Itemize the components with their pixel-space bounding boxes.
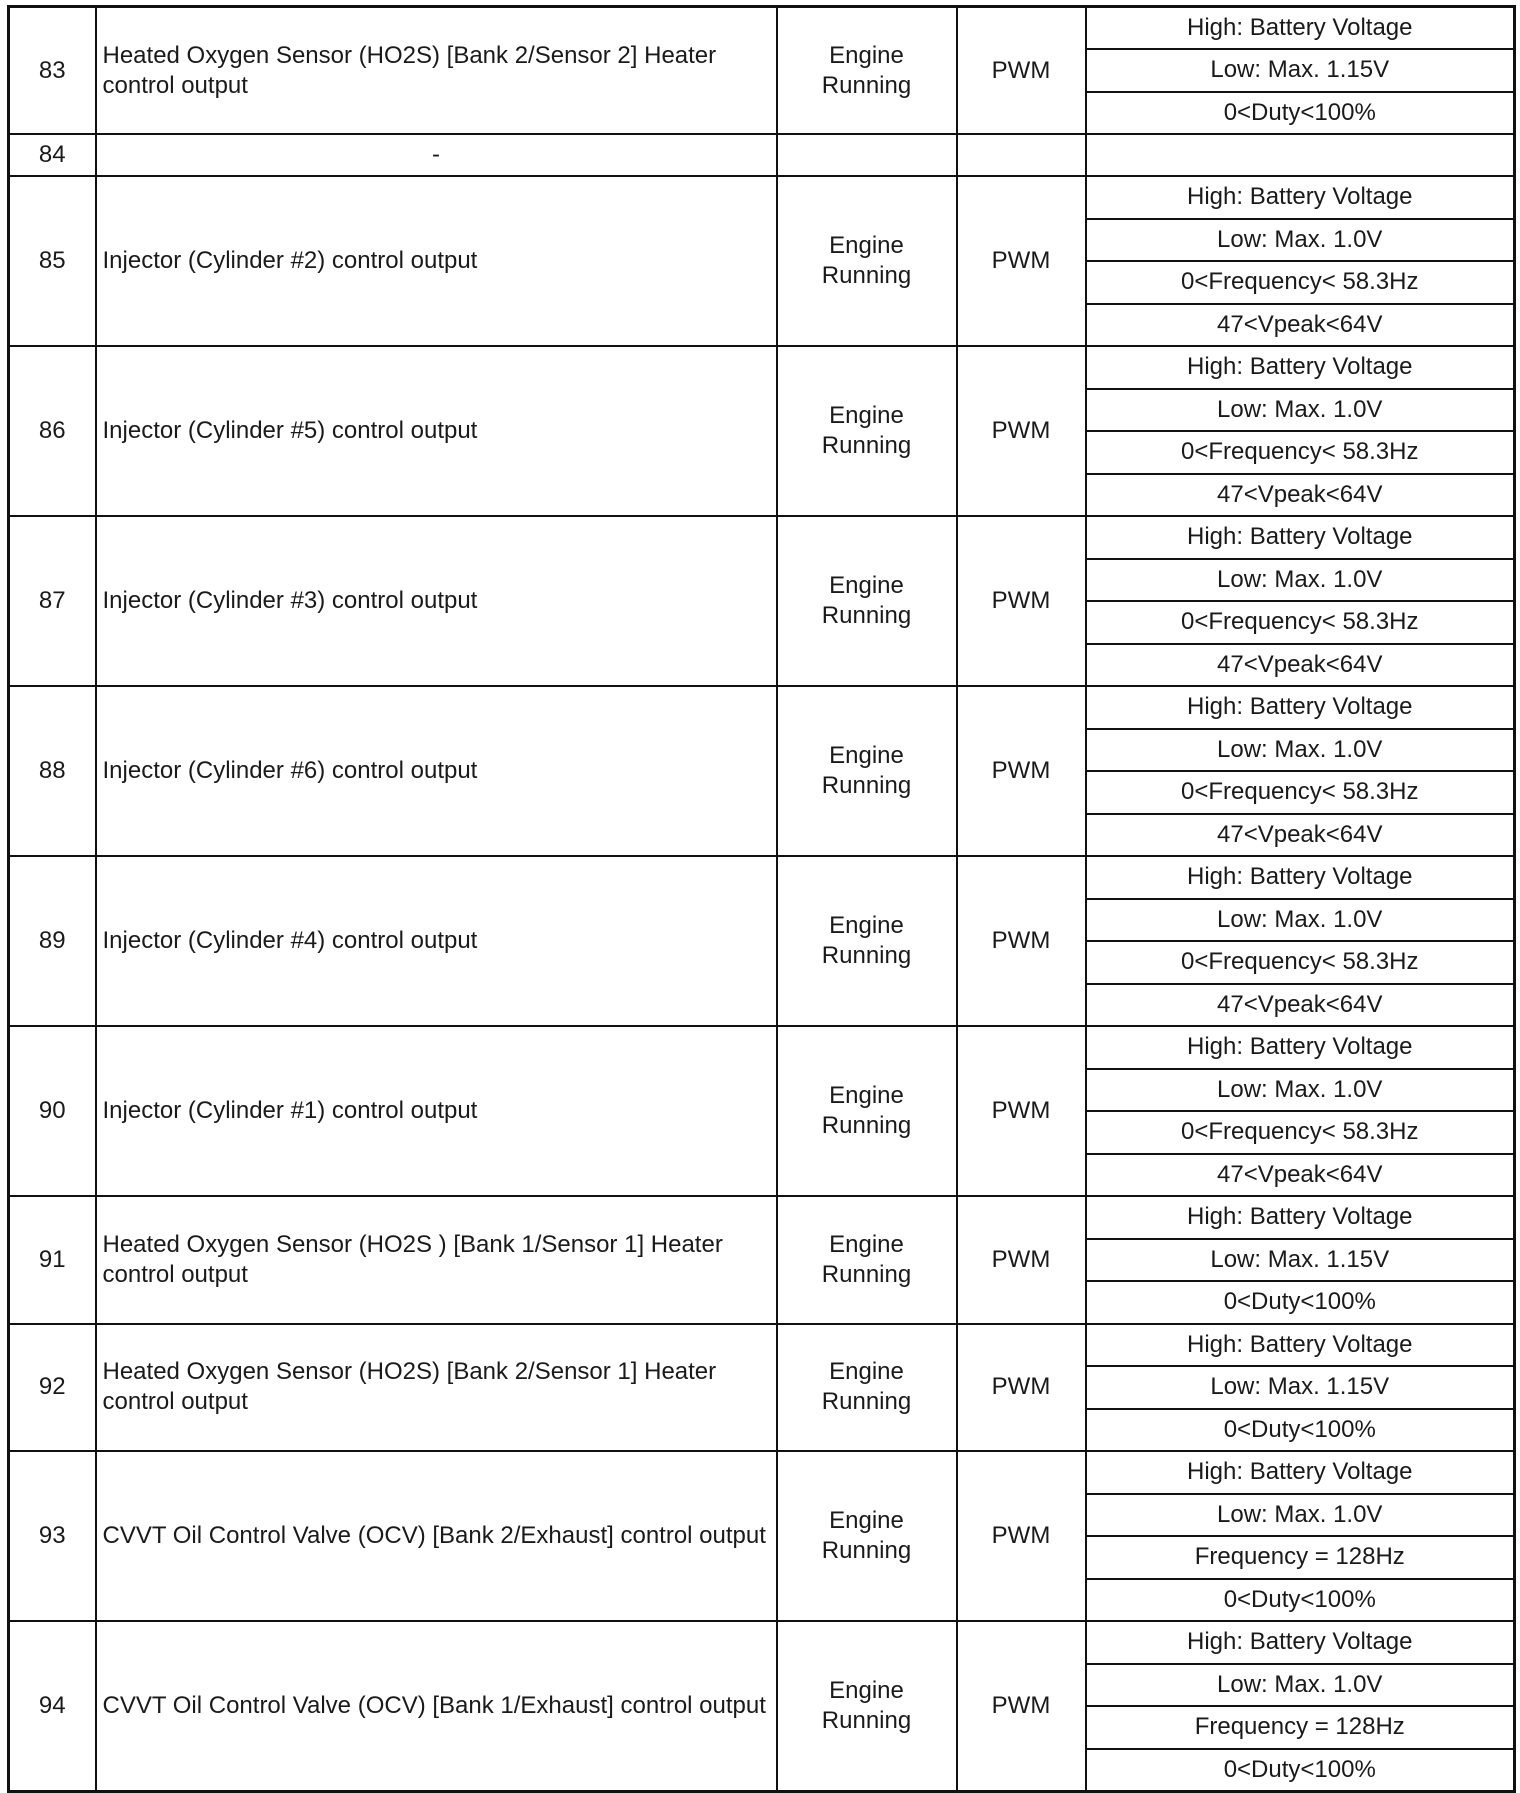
condition-line-1: Engine: [829, 912, 904, 939]
signal-type: PWM: [957, 1621, 1086, 1791]
condition-line-1: Engine: [829, 402, 904, 429]
table-row: [9, 856, 1515, 899]
spec-value: 0<Duty<100%: [1086, 1281, 1515, 1324]
condition-line-2: Running: [821, 262, 912, 289]
spec-value: Low: Max. 1.15V: [1086, 1366, 1515, 1409]
table-row: [9, 134, 1515, 176]
signal-type: PWM: [957, 7, 1086, 135]
table-row: [9, 1621, 1515, 1664]
condition-line-2: Running: [821, 1537, 912, 1564]
spec-value: 0<Duty<100%: [1086, 92, 1515, 135]
table-row: [9, 686, 1515, 729]
table-row: [9, 346, 1515, 389]
table-body: [9, 7, 1515, 1792]
condition-line-1: Engine: [829, 1507, 904, 1534]
spec-value: High: Battery Voltage: [1086, 516, 1515, 559]
spec-value: High: Battery Voltage: [1086, 176, 1515, 219]
spec-value: 47<Vpeak<64V: [1086, 474, 1515, 517]
pin-number: 94: [9, 1621, 96, 1791]
spec-value: [1086, 134, 1515, 176]
condition-cell: [777, 856, 957, 1026]
pin-number: 83: [9, 7, 96, 135]
spec-value: High: Battery Voltage: [1086, 1196, 1515, 1239]
signal-type: PWM: [957, 1196, 1086, 1324]
spec-value: 47<Vpeak<64V: [1086, 984, 1515, 1027]
spec-value: Low: Max. 1.0V: [1086, 389, 1515, 432]
pin-number: 85: [9, 176, 96, 346]
signal-type: PWM: [957, 856, 1086, 1026]
signal-type: PWM: [957, 1451, 1086, 1621]
condition-line-2: Running: [821, 71, 912, 99]
spec-value: Frequency = 128Hz: [1086, 1536, 1515, 1579]
spec-value: Low: Max. 1.15V: [1086, 49, 1515, 92]
spec-value: 0<Duty<100%: [1086, 1579, 1515, 1622]
pin-spec-table: [7, 5, 1516, 1793]
spec-value: Low: Max. 1.0V: [1086, 219, 1515, 262]
pin-number: 90: [9, 1026, 96, 1196]
condition-line-1: Engine: [829, 1230, 904, 1258]
condition-cell: [777, 686, 957, 856]
signal-type: PWM: [957, 686, 1086, 856]
condition-line-2: Running: [821, 1112, 912, 1139]
spec-value: 0<Duty<100%: [1086, 1409, 1515, 1452]
spec-value: 0<Frequency< 58.3Hz: [1086, 431, 1515, 474]
condition-line-1: Engine: [829, 1082, 904, 1109]
condition-line-2: Running: [821, 1706, 912, 1734]
spec-value: 0<Frequency< 58.3Hz: [1086, 601, 1515, 644]
spec-value: High: Battery Voltage: [1086, 686, 1515, 729]
condition-line-2: Running: [821, 432, 912, 459]
signal-type: [957, 134, 1086, 176]
signal-type: PWM: [957, 1324, 1086, 1452]
spec-value: 0<Frequency< 58.3Hz: [1086, 1111, 1515, 1154]
pin-description: Injector (Cylinder #3) control output: [96, 516, 777, 686]
condition-line-1: Engine: [829, 232, 904, 259]
pin-description: Injector (Cylinder #1) control output: [96, 1026, 777, 1196]
condition-cell: [777, 516, 957, 686]
condition-line-1: Engine: [829, 1358, 904, 1386]
signal-type: PWM: [957, 346, 1086, 516]
condition-cell: [777, 1451, 957, 1621]
spec-value: 0<Frequency< 58.3Hz: [1086, 771, 1515, 814]
spec-value: Low: Max. 1.15V: [1086, 1239, 1515, 1282]
condition-line-2: Running: [821, 1388, 912, 1416]
pin-number: 92: [9, 1324, 96, 1452]
spec-value: High: Battery Voltage: [1086, 346, 1515, 389]
condition-cell: [777, 346, 957, 516]
spec-value: Low: Max. 1.0V: [1086, 729, 1515, 772]
pin-description: Heated Oxygen Sensor (HO2S) [Bank 2/Sensor 1] Heater control output: [96, 1324, 777, 1452]
pin-description: Heated Oxygen Sensor (HO2S ) [Bank 1/Sensor 1] Heater control output: [96, 1196, 777, 1324]
pin-description: Injector (Cylinder #5) control output: [96, 346, 777, 516]
table-row: [9, 1451, 1515, 1494]
condition-line-1: Engine: [829, 1676, 904, 1704]
spec-value: Low: Max. 1.0V: [1086, 1069, 1515, 1112]
pin-number: 86: [9, 346, 96, 516]
pin-number: 93: [9, 1451, 96, 1621]
condition-cell: [777, 176, 957, 346]
condition-line-2: Running: [821, 942, 912, 969]
spec-value: Frequency = 128Hz: [1086, 1706, 1515, 1749]
condition-cell: [777, 134, 957, 176]
pin-number: 89: [9, 856, 96, 1026]
pin-description: Heated Oxygen Sensor (HO2S) [Bank 2/Sensor 2] Heater control output: [96, 7, 777, 135]
spec-value: 0<Frequency< 58.3Hz: [1086, 261, 1515, 304]
condition-cell: [777, 1026, 957, 1196]
pin-number: 87: [9, 516, 96, 686]
table-row: [9, 1026, 1515, 1069]
condition-cell: [777, 1196, 957, 1324]
spec-value: Low: Max. 1.0V: [1086, 1664, 1515, 1707]
spec-value: 47<Vpeak<64V: [1086, 814, 1515, 857]
spec-value: High: Battery Voltage: [1086, 1324, 1515, 1367]
pin-description: Injector (Cylinder #4) control output: [96, 856, 777, 1026]
table-row: [9, 7, 1515, 50]
signal-type: PWM: [957, 1026, 1086, 1196]
condition-cell: [777, 1621, 957, 1791]
condition-line-2: Running: [821, 602, 912, 629]
condition-line-2: Running: [821, 772, 912, 799]
condition-line-1: Engine: [829, 572, 904, 599]
pin-description: CVVT Oil Control Valve (OCV) [Bank 2/Exhaust] control output: [96, 1451, 777, 1621]
condition-line-1: Engine: [829, 41, 904, 69]
spec-value: 47<Vpeak<64V: [1086, 1154, 1515, 1197]
condition-line-1: Engine: [829, 742, 904, 769]
spec-value: 47<Vpeak<64V: [1086, 304, 1515, 347]
pin-number: 91: [9, 1196, 96, 1324]
condition-cell: [777, 1324, 957, 1452]
spec-value: High: Battery Voltage: [1086, 1621, 1515, 1664]
table-row: [9, 176, 1515, 219]
spec-value: Low: Max. 1.0V: [1086, 899, 1515, 942]
pin-number: 88: [9, 686, 96, 856]
table-row: [9, 1324, 1515, 1367]
spec-value: High: Battery Voltage: [1086, 7, 1515, 50]
pin-description: -: [96, 134, 777, 176]
pin-description: Injector (Cylinder #2) control output: [96, 176, 777, 346]
signal-type: PWM: [957, 516, 1086, 686]
signal-type: PWM: [957, 176, 1086, 346]
spec-value: 47<Vpeak<64V: [1086, 644, 1515, 687]
table-row: [9, 516, 1515, 559]
spec-value: Low: Max. 1.0V: [1086, 559, 1515, 602]
spec-value: High: Battery Voltage: [1086, 856, 1515, 899]
spec-value: 0<Duty<100%: [1086, 1749, 1515, 1792]
spec-value: High: Battery Voltage: [1086, 1451, 1515, 1494]
pin-description: Injector (Cylinder #6) control output: [96, 686, 777, 856]
spec-value: 0<Frequency< 58.3Hz: [1086, 941, 1515, 984]
pin-number: 84: [9, 134, 96, 176]
condition-cell: [777, 7, 957, 135]
table-row: [9, 1196, 1515, 1239]
condition-line-2: Running: [821, 1260, 912, 1288]
spec-value: High: Battery Voltage: [1086, 1026, 1515, 1069]
spec-value: Low: Max. 1.0V: [1086, 1494, 1515, 1537]
pin-description: CVVT Oil Control Valve (OCV) [Bank 1/Exhaust] control output: [96, 1621, 777, 1791]
